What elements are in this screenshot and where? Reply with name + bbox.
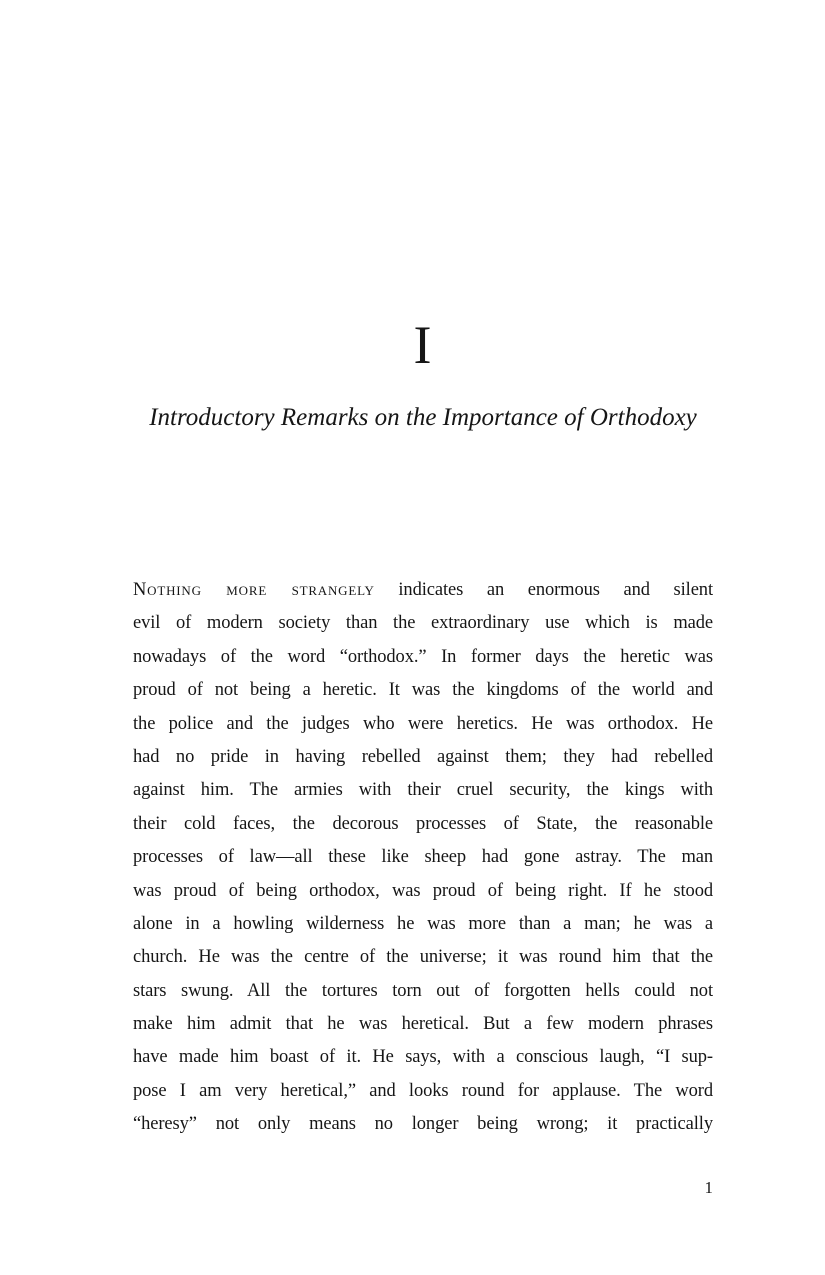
- body-line: stars swung. All the tortures torn out of forgotten hells could not: [133, 980, 713, 1001]
- body-lines: [133, 607, 713, 1141]
- opening-phrase-smallcaps: Nothing more strangely: [133, 580, 375, 600]
- chapter-number: I: [413, 315, 433, 375]
- body-line: evil of modern society than the extraordinary use which is made: [133, 613, 713, 634]
- body-paragraph: [133, 574, 713, 1142]
- body-line: make him admit that he was heretical. But a few modern phrases: [133, 1014, 713, 1035]
- body-line: had no pride in having rebelled against them; they had rebelled: [133, 746, 713, 767]
- body-line: processes of law—all these like sheep had gone astray. The man: [133, 847, 713, 868]
- body-line: alone in a howling wilderness he was more than a man; he was a: [133, 913, 713, 934]
- body-line: the police and the judges who were heretics. He was orthodox. He: [133, 713, 713, 734]
- body-line: nowadays of the word “orthodox.” In former days the heretic was: [133, 646, 713, 667]
- chapter-title: Introductory Remarks on the Importance of Orthodoxy: [149, 404, 697, 431]
- page-number: 1: [704, 1178, 713, 1197]
- body-line: church. He was the centre of the universe; it was round him that the: [133, 947, 713, 968]
- body-line: proud of not being a heretic. It was the kingdoms of the world and: [133, 680, 713, 701]
- body-line: have made him boast of it. He says, with a conscious laugh, “I sup-: [133, 1047, 713, 1068]
- body-line: their cold faces, the decorous processes of State, the reasonable: [133, 813, 713, 834]
- opening-line-rest: indicates an enormous and silent: [398, 580, 713, 600]
- body-line: pose I am very heretical,” and looks round for applause. The word: [133, 1080, 713, 1101]
- body-line: “heresy” not only means no longer being wrong; it practically: [133, 1114, 713, 1135]
- body-line: against him. The armies with their cruel security, the kings with: [133, 780, 713, 801]
- body-line-first: [133, 574, 713, 607]
- body-line: was proud of being orthodox, was proud of being right. If he stood: [133, 880, 713, 901]
